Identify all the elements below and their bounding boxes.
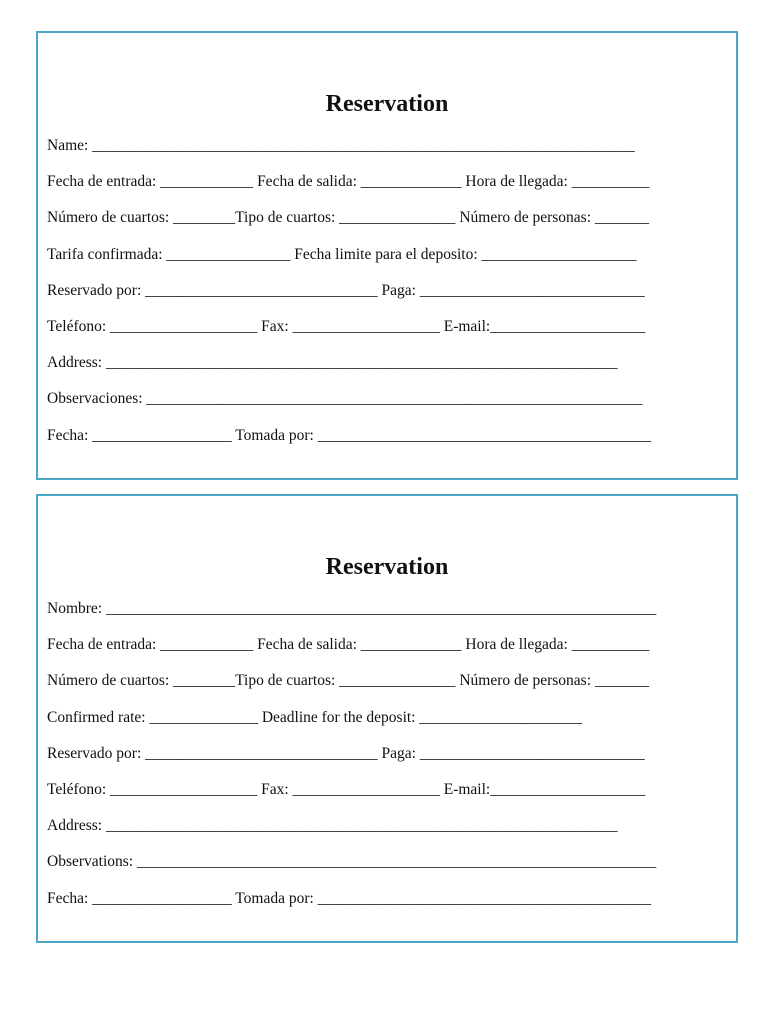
confirmed-rate-field[interactable]: Confirmed rate: ______________ [47,708,262,726]
room-count-field[interactable]: Número de cuartos: ________ [47,209,236,227]
observations-field[interactable]: Observaciones: ________________________________________________________________ [47,390,643,408]
booked-by-field[interactable]: Reservado por: ______________________________ [47,281,382,299]
contact-row [47,317,737,353]
form-title: Reservation [325,91,449,117]
dates-row [47,635,737,671]
guest-count-field[interactable]: Número de personas: _______ [459,672,650,690]
taken-row [47,426,737,462]
address-field[interactable]: Address: __________________________________________________________________ [47,354,618,372]
address-row [47,353,737,389]
rooms-row [47,671,737,707]
observations-field[interactable]: Observations: ___________________________________________________________________ [47,853,657,871]
fax-field[interactable]: Fax: ___________________ [261,780,444,798]
rate-row [47,245,737,281]
booked-by-row [47,744,737,780]
address-row [47,816,737,852]
arrival-time-field[interactable]: Hora de llegada: __________ [465,173,650,191]
reservation-form-1 [36,31,738,480]
form-fields [47,599,737,925]
taken-row [47,889,737,925]
rate-row [47,708,737,744]
date-field[interactable]: Fecha: __________________ [47,889,236,907]
guest-count-field[interactable]: Número de personas: _______ [459,209,650,227]
name-row [47,136,737,172]
booked-by-field[interactable]: Reservado por: ______________________________ [47,744,382,762]
arrival-time-field[interactable]: Hora de llegada: __________ [465,636,650,654]
phone-field[interactable]: Teléfono: ___________________ [47,317,262,335]
room-type-field[interactable]: Tipo de cuartos: _______________ [235,209,460,227]
check-in-field[interactable]: Fecha de entrada: ____________ [47,636,258,654]
reservation-form-2 [36,494,738,943]
dates-row [47,172,737,208]
email-field[interactable]: E-mail:____________________ [443,317,646,335]
room-count-field[interactable]: Número de cuartos: ________ [47,672,236,690]
check-out-field[interactable]: Fecha de salida: _____________ [257,173,466,191]
payment-field[interactable]: Paga: _____________________________ [381,281,645,299]
room-type-field[interactable]: Tipo de cuartos: _______________ [235,672,460,690]
fax-field[interactable]: Fax: ___________________ [261,317,444,335]
form-fields [47,136,737,462]
booked-by-row [47,281,737,317]
deposit-deadline-field[interactable]: Fecha limite para el deposito: ____________________ [294,245,637,263]
confirmed-rate-field[interactable]: Tarifa confirmada: ________________ [47,245,295,263]
phone-field[interactable]: Teléfono: ___________________ [47,780,262,798]
rooms-row [47,208,737,244]
date-field[interactable]: Fecha: __________________ [47,426,236,444]
taken-by-field[interactable]: Tomada por: ___________________________________________ [235,426,651,444]
observations-row [47,389,737,425]
check-out-field[interactable]: Fecha de salida: _____________ [257,636,466,654]
name-row [47,599,737,635]
name-field[interactable]: Name: ______________________________________________________________________ [47,137,635,154]
payment-field[interactable]: Paga: _____________________________ [381,744,645,762]
deposit-deadline-field[interactable]: Deadline for the deposit: _____________________ [261,708,583,726]
name-field[interactable]: Nombre: _______________________________________________________________________ [47,600,657,617]
email-field[interactable]: E-mail:____________________ [443,780,646,798]
address-field[interactable]: Address: __________________________________________________________________ [47,817,618,835]
check-in-field[interactable]: Fecha de entrada: ____________ [47,173,258,191]
taken-by-field[interactable]: Tomada por: ___________________________________________ [235,889,651,907]
contact-row [47,780,737,816]
form-title: Reservation [325,554,449,580]
observations-row [47,852,737,888]
